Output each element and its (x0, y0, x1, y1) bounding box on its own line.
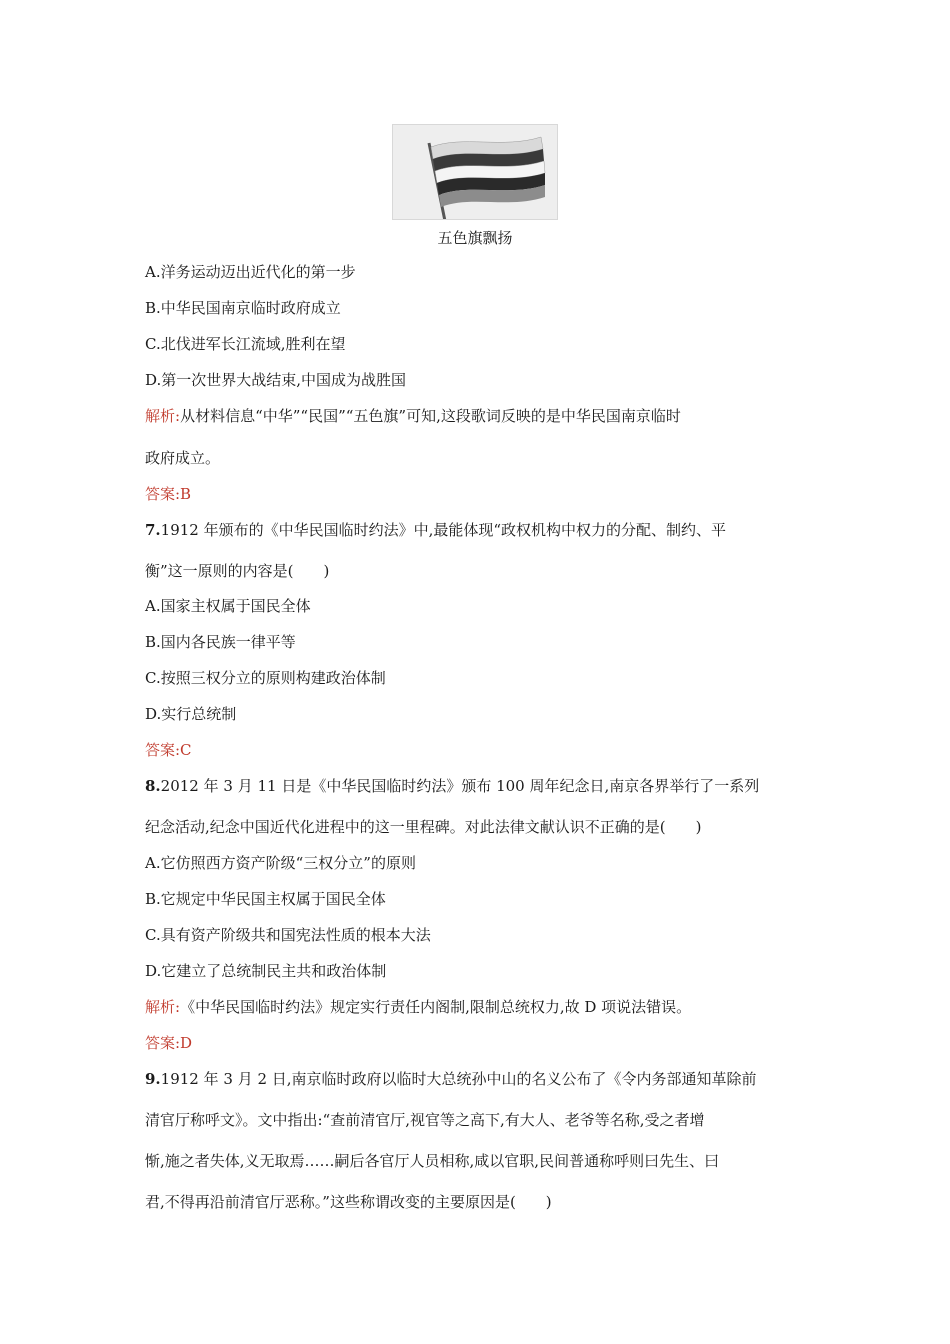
five-color-flag-image (392, 124, 558, 220)
q7-option-a: A.国家主权属于国民全体 (145, 597, 311, 615)
q8-stem-line1 (145, 776, 759, 796)
q6-analysis-text: 从材料信息“中华”“民国”“五色旗”可知,这段歌词反映的是中华民国南京临时 (180, 407, 681, 425)
q7-stem-text: 1912 年颁布的《中华民国临时约法》中,最能体现“政权机构中权力的分配、制约、平 (160, 521, 727, 539)
q7-number: 7. (145, 521, 161, 539)
q8-option-a: A.它仿照西方资产阶级“三权分立”的原则 (145, 854, 416, 872)
q8-analysis (145, 997, 691, 1017)
q7-option-d: D.实行总统制 (145, 705, 237, 723)
flag-illustration (393, 125, 558, 220)
q7-option-c: C.按照三权分立的原则构建政治体制 (145, 669, 386, 687)
q8-stem-line2: 纪念活动,纪念中国近代化进程中的这一里程碑。对此法律文献认识不正确的是( ) (145, 818, 702, 836)
q9-stem-text: 1912 年 3 月 2 日,南京临时政府以临时大总统孙中山的名义公布了《令内务部通知革除前 (160, 1070, 757, 1088)
q8-stem-text: 2012 年 3 月 11 日是《中华民国临时约法》颁布 100 周年纪念日,南京各界举行了一系列 (160, 777, 760, 795)
q9-number: 9. (145, 1070, 161, 1088)
q6-option-a: A.洋务运动迈出近代化的第一步 (145, 263, 356, 281)
q8-option-b: B.它规定中华民国主权属于国民全体 (145, 890, 386, 908)
q6-option-c: C.北伐进军长江流域,胜利在望 (145, 335, 346, 353)
q7-answer: 答案:C (145, 741, 192, 759)
q8-analysis-label: 解析: (145, 998, 181, 1016)
q8-option-d: D.它建立了总统制民主共和政治体制 (145, 962, 387, 980)
q9-stem-line4: 君,不得再沿前清官厅恶称。”这些称谓改变的主要原因是( ) (145, 1193, 552, 1211)
q6-analysis-label: 解析: (145, 407, 181, 425)
q8-analysis-text: 《中华民国临时约法》规定实行责任内阁制,限制总统权力,故 D 项说法错误。 (180, 998, 692, 1016)
q6-analysis-line1 (145, 406, 681, 426)
q9-stem-line3: 惭,施之者失体,义无取焉……嗣后各官厅人员相称,咸以官职,民间普通称呼则曰先生、曰 (145, 1152, 720, 1170)
q8-answer: 答案:D (145, 1034, 193, 1052)
q7-stem-line2: 衡”这一原则的内容是( ) (145, 562, 330, 580)
q9-stem-line1 (145, 1069, 757, 1089)
q6-answer: 答案:B (145, 485, 192, 503)
q9-stem-line2: 清官厅称呼文》。文中指出:“查前清官厅,视官等之高下,有大人、老爷等名称,受之者增 (145, 1111, 705, 1129)
q8-option-c: C.具有资产阶级共和国宪法性质的根本大法 (145, 926, 431, 944)
q8-number: 8. (145, 777, 161, 795)
figure-caption: 五色旗飘扬 (437, 229, 513, 247)
q6-option-b: B.中华民国南京临时政府成立 (145, 299, 341, 317)
q6-option-d: D.第一次世界大战结束,中国成为战胜国 (145, 371, 407, 389)
q7-stem-line1 (145, 520, 726, 540)
q6-analysis-line2: 政府成立。 (145, 449, 221, 467)
q7-option-b: B.国内各民族一律平等 (145, 633, 296, 651)
